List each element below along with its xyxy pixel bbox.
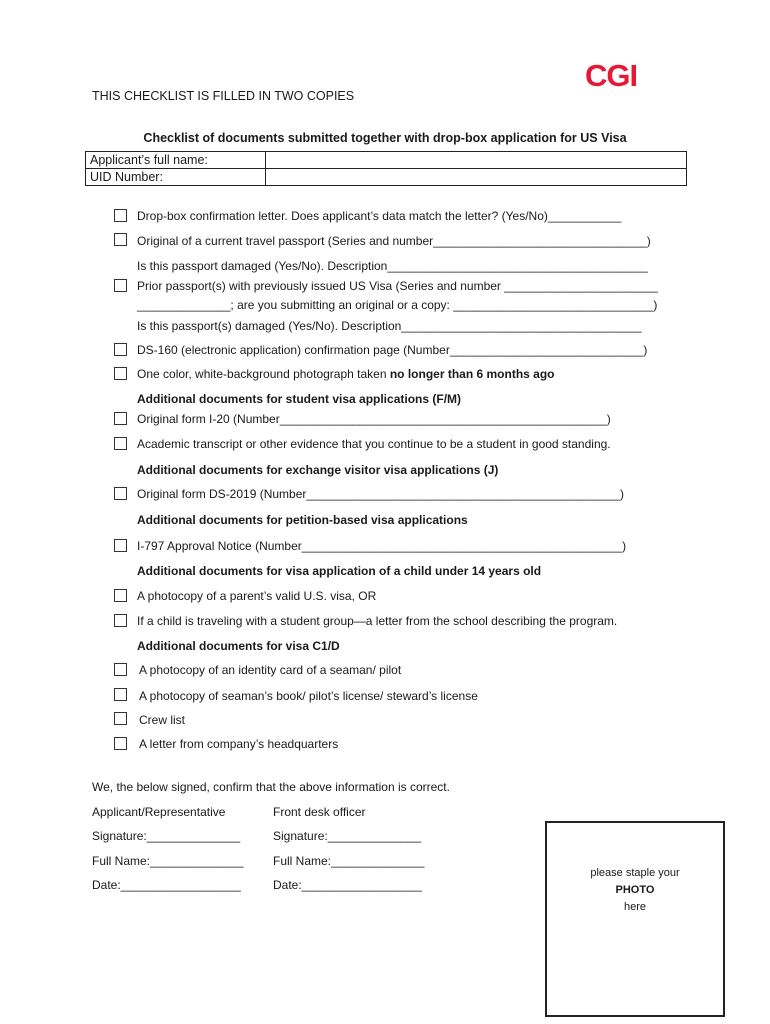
checkbox-prior-passport[interactable] (114, 279, 127, 292)
checkbox-photograph[interactable] (114, 367, 127, 380)
item-ds2019: Original form DS-2019 (Number_______________________________________________) (137, 487, 625, 501)
item-company-letter: A letter from company’s headquarters (139, 737, 339, 751)
photo-instruction: please staple your (590, 867, 680, 879)
item-ds160: DS-160 (electronic application) confirmation page (Number_____________________________) (137, 343, 648, 357)
photo-here: here (623, 901, 647, 913)
checkbox-seaman-book[interactable] (114, 688, 127, 701)
uid-field[interactable] (266, 169, 687, 186)
item-current-passport: Original of a current travel passport (Series and number________________________________) (137, 234, 651, 248)
checkbox-dropbox-letter[interactable] (114, 209, 127, 222)
heading-student-visa: Additional documents for student visa applications (F/M) (137, 392, 462, 406)
item-parent-visa: A photocopy of a parent’s valid U.S. visa, OR (137, 589, 377, 603)
item-prior-passport-cont: ______________; are you submitting an original or a copy: ______________________________) (137, 298, 658, 312)
item-seaman-book: A photocopy of seaman’s book/ pilot’s license/ steward’s license (139, 689, 478, 703)
item-seaman-id: A photocopy of an identity card of a seaman/ pilot (139, 663, 402, 677)
uid-row (86, 169, 687, 186)
applicant-info-table (85, 151, 687, 186)
checkbox-i20[interactable] (114, 412, 127, 425)
page-title: Checklist of documents submitted together with drop-box application for US Visa (143, 131, 627, 145)
cgi-logo: CGI (585, 58, 638, 93)
item-i20: Original form I-20 (Number_________________________________________________) (137, 412, 611, 426)
applicant-role-label: Applicant/Representative (92, 805, 226, 819)
heading-c1d-visa: Additional documents for visa C1/D (137, 639, 340, 653)
full-name-field[interactable] (266, 152, 687, 169)
item-photograph (137, 367, 555, 381)
checkbox-company-letter[interactable] (114, 737, 127, 750)
photo-label: PHOTO (615, 884, 655, 896)
item-photograph-text: One color, white-background photograph taken (137, 367, 390, 381)
officer-role-label: Front desk officer (273, 805, 366, 819)
checkbox-crew-list[interactable] (114, 712, 127, 725)
applicant-full-name-field[interactable]: Full Name:______________ (92, 854, 244, 868)
item-crew-list: Crew list (139, 713, 186, 727)
item-i797: I-797 Approval Notice (Number________________________________________________) (137, 539, 627, 553)
officer-full-name-field[interactable]: Full Name:______________ (273, 854, 425, 868)
full-name-label: Applicant’s full name: (86, 152, 266, 169)
checkbox-i797[interactable] (114, 539, 127, 552)
heading-petition-visa: Additional documents for petition-based visa applications (137, 513, 468, 527)
heading-exchange-visa: Additional documents for exchange visitor visa applications (J) (137, 463, 499, 477)
item-school-letter: If a child is traveling with a student group—a letter from the school describing the program. (137, 614, 618, 628)
checkbox-seaman-id[interactable] (114, 663, 127, 676)
officer-date-field[interactable]: Date:__________________ (273, 878, 422, 892)
checkbox-ds2019[interactable] (114, 487, 127, 500)
applicant-date-field[interactable]: Date:__________________ (92, 878, 241, 892)
item-photograph-bold: no longer than 6 months ago (389, 367, 555, 381)
uid-label: UID Number: (86, 169, 266, 186)
confirmation-statement: We, the below signed, confirm that the above information is correct. (92, 780, 450, 794)
name-row (86, 152, 687, 169)
copies-note: THIS CHECKLIST IS FILLED IN TWO COPIES (92, 89, 355, 103)
item-dropbox-letter: Drop-box confirmation letter. Does applicant’s data match the letter? (Yes/No)___________ (137, 209, 622, 223)
checkbox-current-passport[interactable] (114, 233, 127, 246)
checkbox-ds160[interactable] (114, 343, 127, 356)
item-prior-passport: Prior passport(s) with previously issued US Visa (Series and number _______________________ (137, 279, 658, 293)
item-transcript: Academic transcript or other evidence that you continue to be a student in good standing. (137, 437, 611, 451)
applicant-signature-field[interactable]: Signature:______________ (92, 829, 241, 843)
checkbox-parent-visa[interactable] (114, 589, 127, 602)
photo-box (545, 821, 725, 1017)
item-passport-damaged: Is this passport damaged (Yes/No). Description_______________________________________ (137, 259, 648, 273)
checkbox-school-letter[interactable] (114, 614, 127, 627)
officer-signature-field[interactable]: Signature:______________ (273, 829, 422, 843)
item-prior-passport-damaged: Is this passport(s) damaged (Yes/No). Description____________________________________ (137, 319, 642, 333)
heading-child-visa: Additional documents for visa application of a child under 14 years old (137, 564, 542, 578)
checkbox-transcript[interactable] (114, 437, 127, 450)
